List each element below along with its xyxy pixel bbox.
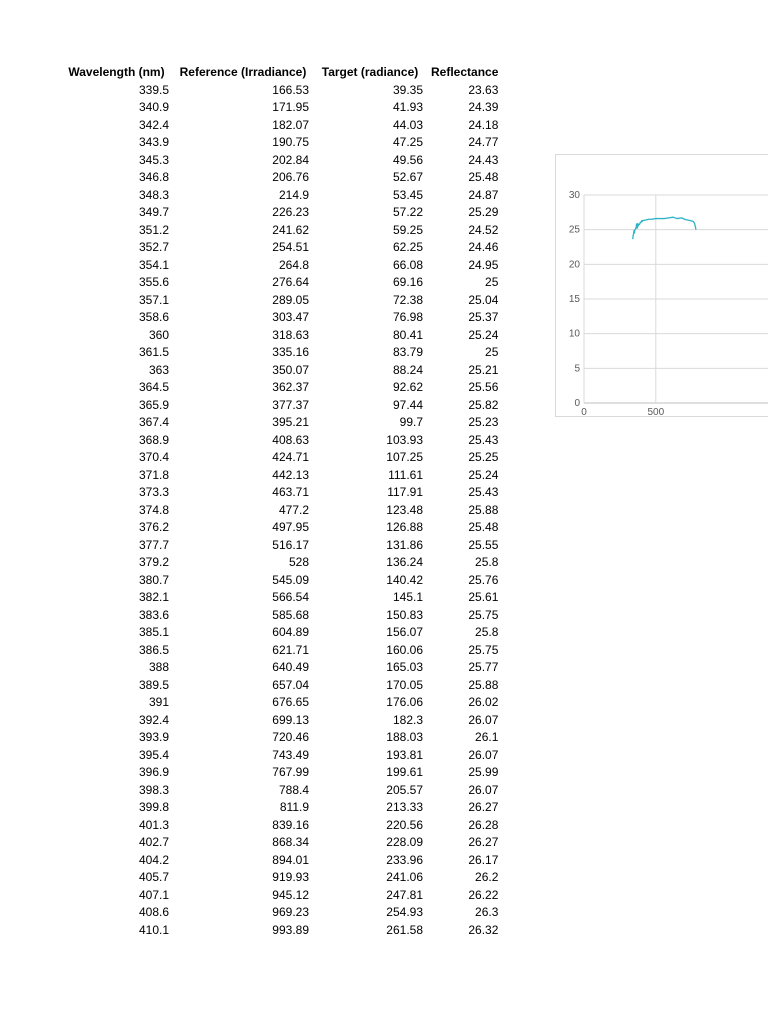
cell-target[interactable]: 53.45	[392, 187, 423, 202]
cell-wavelength[interactable]: 360	[148, 327, 169, 342]
cell-wavelength[interactable]: 399.8	[138, 800, 169, 814]
y-tick-label: 30	[568, 190, 580, 201]
x-tick-label: 0	[581, 407, 587, 418]
cell-reference[interactable]: 182.07	[272, 117, 309, 132]
table-row	[60, 519, 502, 537]
table-row	[60, 904, 502, 922]
cell-reflectance[interactable]: 25.88	[468, 502, 499, 517]
cell-target[interactable]: 150.83	[386, 607, 423, 622]
table-row	[60, 414, 502, 432]
cell-reflectance[interactable]: 26.07	[468, 712, 499, 727]
y-tick-label: 25	[568, 224, 580, 236]
cell-reference[interactable]: 640.49	[272, 660, 309, 674]
cell-reference[interactable]: 868.34	[272, 835, 309, 849]
cell-target[interactable]: 176.06	[386, 695, 423, 709]
cell-wavelength[interactable]: 367.4	[138, 415, 169, 429]
cell-wavelength[interactable]: 389.5	[138, 677, 169, 692]
cell-reference[interactable]: 264.8	[278, 257, 309, 272]
cell-wavelength[interactable]: 401.3	[138, 817, 169, 832]
y-tick-label: 20	[568, 259, 580, 271]
cell-reflectance[interactable]: 25.76	[468, 572, 499, 587]
cell-reflectance[interactable]: 26.07	[468, 782, 499, 797]
cell-target[interactable]: 241.06	[386, 870, 423, 884]
cell-reference[interactable]: 969.23	[272, 905, 309, 919]
cell-reflectance[interactable]: 25.99	[468, 765, 499, 779]
cell-reference[interactable]: 350.07	[272, 362, 309, 377]
cell-reflectance[interactable]: 25.88	[468, 677, 499, 692]
table-row	[60, 607, 502, 625]
cell-wavelength[interactable]: 368.9	[138, 432, 169, 447]
cell-wavelength[interactable]: 342.4	[138, 117, 169, 132]
cell-reflectance[interactable]: 25.24	[468, 467, 499, 482]
cell-target[interactable]: 41.93	[392, 100, 423, 114]
y-tick-label: 10	[568, 328, 580, 340]
x-tick-label: 500	[647, 407, 665, 418]
cell-reference[interactable]: 214.9	[278, 187, 309, 202]
table-row	[60, 309, 502, 327]
cell-reflectance[interactable]: 24.39	[468, 100, 499, 114]
cell-target[interactable]: 103.93	[386, 432, 423, 447]
cell-reference[interactable]: 276.64	[272, 275, 309, 289]
cell-target[interactable]: 205.57	[386, 782, 423, 797]
cell-reference[interactable]: 206.76	[272, 170, 309, 184]
cell-reference[interactable]: 226.23	[272, 205, 309, 219]
cell-wavelength[interactable]: 393.9	[138, 730, 169, 744]
cell-wavelength[interactable]: 396.9	[138, 765, 169, 779]
cell-reference[interactable]: 743.49	[272, 747, 309, 762]
cell-reflectance[interactable]: 25.77	[468, 660, 499, 674]
table-row	[60, 764, 502, 782]
table-row	[60, 467, 502, 485]
cell-wavelength[interactable]: 373.3	[138, 485, 169, 499]
cell-target[interactable]: 80.41	[392, 327, 423, 342]
cell-wavelength[interactable]: 343.9	[138, 135, 169, 149]
table-row	[60, 292, 502, 310]
cell-reflectance[interactable]: 25.8	[475, 555, 499, 569]
cell-reference[interactable]: 919.93	[272, 870, 309, 884]
cell-target[interactable]: 123.48	[386, 502, 423, 517]
cell-reflectance[interactable]: 24.46	[468, 240, 499, 254]
cell-wavelength[interactable]: 348.3	[138, 187, 169, 202]
cell-wavelength[interactable]: 346.8	[138, 170, 169, 184]
table-row	[60, 887, 502, 905]
cell-reference[interactable]: 442.13	[272, 467, 309, 482]
cell-target[interactable]: 247.81	[386, 887, 423, 902]
cell-target[interactable]: 57.22	[392, 205, 423, 219]
cell-wavelength[interactable]: 361.5	[138, 345, 169, 359]
cell-reference[interactable]: 621.71	[272, 642, 309, 657]
cell-reference[interactable]: 566.54	[272, 590, 309, 604]
cell-target[interactable]: 213.33	[386, 800, 423, 814]
table-row	[60, 362, 502, 380]
cell-reflectance[interactable]: 25.61	[468, 590, 499, 604]
cell-reference[interactable]: 377.37	[272, 397, 309, 412]
cell-reflectance[interactable]: 24.95	[468, 257, 499, 272]
cell-wavelength[interactable]: 388	[148, 660, 169, 674]
cell-reference[interactable]: 993.89	[272, 922, 309, 937]
table-row	[60, 204, 502, 222]
table-row	[60, 327, 502, 345]
cell-target[interactable]: 156.07	[386, 625, 423, 639]
cell-target[interactable]: 66.08	[392, 257, 423, 272]
cell-reference[interactable]: 408.63	[272, 432, 309, 447]
cell-target[interactable]: 52.67	[392, 170, 423, 184]
cell-wavelength[interactable]: 370.4	[138, 450, 169, 464]
table-row	[60, 502, 502, 520]
cell-reflectance[interactable]: 25.43	[468, 485, 499, 499]
cell-wavelength[interactable]: 339.5	[138, 82, 169, 97]
table-row	[60, 187, 502, 205]
cell-reference[interactable]: 528	[288, 555, 309, 569]
cell-target[interactable]: 62.25	[392, 240, 423, 254]
cell-reference[interactable]: 585.68	[272, 607, 309, 622]
table-row	[60, 922, 502, 940]
cell-wavelength[interactable]: 405.7	[138, 870, 169, 884]
cell-target[interactable]: 39.35	[392, 82, 423, 97]
table-row	[60, 659, 502, 677]
table-row	[60, 729, 502, 747]
cell-reflectance[interactable]: 26.1	[475, 730, 499, 744]
cell-reflectance[interactable]: 23.63	[468, 82, 499, 97]
cell-target[interactable]: 44.03	[392, 117, 423, 132]
table-row	[60, 432, 502, 450]
cell-reference[interactable]: 171.95	[272, 100, 309, 114]
cell-target[interactable]: 145.1	[392, 590, 423, 604]
cell-reflectance[interactable]: 25.25	[468, 450, 499, 464]
table-row	[60, 274, 502, 292]
cell-target[interactable]: 92.62	[392, 380, 423, 394]
cell-target[interactable]: 165.03	[386, 660, 423, 674]
cell-reference[interactable]: 657.04	[272, 677, 309, 692]
table-row	[60, 852, 502, 870]
table-row	[60, 624, 502, 642]
cell-reflectance[interactable]: 26.02	[468, 695, 499, 709]
cell-reference[interactable]: 166.53	[272, 82, 309, 97]
cell-wavelength[interactable]: 363	[148, 362, 169, 377]
table-row	[60, 239, 502, 257]
cell-wavelength[interactable]: 407.1	[138, 887, 169, 902]
table-row	[60, 712, 502, 730]
header-reflectance[interactable]: Reflectance	[431, 65, 499, 79]
cell-target[interactable]: 188.03	[386, 730, 423, 744]
cell-wavelength[interactable]: 408.6	[138, 905, 169, 919]
cell-wavelength[interactable]: 404.2	[138, 852, 169, 867]
cell-wavelength[interactable]: 376.2	[138, 520, 169, 534]
cell-reflectance[interactable]: 25.21	[468, 362, 499, 377]
cell-reflectance[interactable]: 25.37	[468, 310, 499, 324]
table-row	[60, 484, 502, 502]
cell-target[interactable]: 131.86	[386, 537, 423, 552]
cell-reference[interactable]: 604.89	[272, 625, 309, 639]
table-row	[60, 99, 502, 117]
cell-wavelength[interactable]: 358.6	[138, 310, 169, 324]
cell-target[interactable]: 126.88	[386, 520, 423, 534]
table-row	[60, 799, 502, 817]
cell-target[interactable]: 59.25	[392, 222, 423, 237]
cell-target[interactable]: 111.61	[388, 467, 423, 482]
cell-reference[interactable]: 254.51	[272, 240, 309, 254]
header-target[interactable]: Target (radiance)	[321, 65, 419, 79]
table-row	[60, 257, 502, 275]
cell-target[interactable]: 72.38	[392, 292, 423, 307]
cell-wavelength[interactable]: 351.2	[138, 222, 169, 237]
cell-target[interactable]: 97.44	[392, 397, 423, 412]
cell-wavelength[interactable]: 352.7	[138, 240, 169, 254]
cell-wavelength[interactable]: 371.8	[138, 467, 169, 482]
data-table	[60, 64, 502, 939]
table-row	[60, 572, 502, 590]
cell-reflectance[interactable]: 24.77	[468, 135, 499, 149]
table-row	[60, 397, 502, 415]
cell-target[interactable]: 99.7	[399, 415, 423, 429]
cell-reflectance[interactable]: 25	[485, 275, 499, 289]
cell-reference[interactable]: 190.75	[272, 135, 309, 149]
cell-reference[interactable]: 318.63	[272, 327, 309, 342]
cell-reference[interactable]: 335.16	[272, 345, 309, 359]
cell-wavelength[interactable]: 383.6	[138, 607, 169, 622]
table-header-row	[60, 64, 502, 82]
cell-target[interactable]: 69.16	[392, 275, 423, 289]
cell-wavelength[interactable]: 386.5	[138, 642, 169, 657]
cell-wavelength[interactable]: 379.2	[138, 555, 169, 569]
table-row	[60, 222, 502, 240]
cell-reflectance[interactable]: 25.29	[468, 205, 499, 219]
cell-reflectance[interactable]: 24.43	[468, 152, 499, 167]
cell-wavelength[interactable]: 374.8	[138, 502, 169, 517]
cell-reference[interactable]: 395.21	[272, 415, 309, 429]
cell-target[interactable]: 261.58	[386, 922, 423, 937]
cell-wavelength[interactable]: 354.1	[138, 257, 169, 272]
table-row	[60, 344, 502, 362]
cell-wavelength[interactable]: 382.1	[138, 590, 169, 604]
cell-reference[interactable]: 720.46	[272, 730, 309, 744]
cell-reflectance[interactable]: 26.27	[468, 835, 499, 849]
table-row	[60, 782, 502, 800]
cell-reference[interactable]: 497.95	[272, 520, 309, 534]
cell-target[interactable]: 76.98	[392, 310, 423, 324]
table-row	[60, 817, 502, 835]
cell-reflectance[interactable]: 25.43	[468, 432, 499, 447]
cell-target[interactable]: 193.81	[386, 747, 423, 762]
cell-target[interactable]: 182.3	[392, 712, 423, 727]
reflectance-chart[interactable]	[555, 154, 768, 417]
cell-reflectance[interactable]: 25.56	[468, 380, 499, 394]
cell-reflectance[interactable]: 24.18	[468, 117, 499, 132]
table-row	[60, 677, 502, 695]
cell-wavelength[interactable]: 357.1	[138, 292, 169, 307]
cell-reflectance[interactable]: 24.87	[468, 187, 499, 202]
table-row	[60, 747, 502, 765]
cell-target[interactable]: 83.79	[392, 345, 423, 359]
cell-reflectance[interactable]: 25.23	[468, 415, 499, 429]
cell-reference[interactable]: 241.62	[272, 222, 309, 237]
table-body	[60, 82, 502, 940]
cell-reflectance[interactable]: 26.3	[475, 905, 499, 919]
cell-reference[interactable]: 699.13	[272, 712, 309, 727]
cell-reference[interactable]: 811.9	[279, 800, 309, 814]
cell-reference[interactable]: 516.17	[272, 537, 309, 552]
table-row	[60, 82, 502, 100]
cell-wavelength[interactable]: 402.7	[138, 835, 169, 849]
cell-target[interactable]: 170.05	[386, 677, 423, 692]
table-row	[60, 869, 502, 887]
cell-wavelength[interactable]: 345.3	[138, 152, 169, 167]
header-wavelength[interactable]: Wavelength (nm)	[68, 65, 165, 79]
cell-reflectance[interactable]: 25.04	[468, 292, 499, 307]
y-tick-label: 0	[574, 398, 580, 409]
header-reference[interactable]: Reference (Irradiance)	[179, 65, 307, 79]
cell-target[interactable]: 233.96	[386, 852, 423, 867]
cell-target[interactable]: 220.56	[386, 817, 423, 832]
table-row	[60, 449, 502, 467]
cell-reflectance[interactable]: 26.07	[468, 747, 499, 762]
cell-reflectance[interactable]: 26.32	[468, 922, 499, 937]
cell-wavelength[interactable]: 340.9	[138, 100, 169, 114]
cell-reference[interactable]: 767.99	[272, 765, 309, 779]
cell-reflectance[interactable]: 25.75	[468, 642, 499, 657]
cell-wavelength[interactable]: 380.7	[138, 572, 169, 587]
cell-wavelength[interactable]: 349.7	[138, 205, 169, 219]
table-row	[60, 554, 502, 572]
table-row	[60, 379, 502, 397]
cell-wavelength[interactable]: 392.4	[138, 712, 169, 727]
table-row	[60, 152, 502, 170]
cell-reference[interactable]: 463.71	[272, 485, 309, 499]
cell-reflectance[interactable]: 25.75	[468, 607, 499, 622]
table-row	[60, 642, 502, 660]
cell-target[interactable]: 160.06	[386, 642, 423, 657]
cell-reference[interactable]: 362.37	[272, 380, 309, 394]
cell-wavelength[interactable]: 398.3	[138, 782, 169, 797]
table-row	[60, 694, 502, 712]
cell-reflectance[interactable]: 25.8	[475, 625, 499, 639]
cell-reference[interactable]: 945.12	[272, 887, 309, 902]
cell-reference[interactable]: 894.01	[272, 852, 309, 867]
table-row	[60, 117, 502, 135]
cell-reference[interactable]: 289.05	[272, 292, 309, 307]
cell-reference[interactable]: 788.4	[278, 782, 309, 797]
cell-reflectance[interactable]: 26.2	[475, 870, 499, 884]
cell-reflectance[interactable]: 26.22	[468, 887, 499, 902]
cell-target[interactable]: 107.25	[386, 450, 423, 464]
cell-reflectance[interactable]: 25.55	[468, 537, 499, 552]
table-row	[60, 589, 502, 607]
cell-reflectance[interactable]: 26.28	[468, 817, 499, 832]
y-tick-label: 5	[574, 363, 580, 375]
cell-reference[interactable]: 303.47	[272, 310, 309, 324]
cell-target[interactable]: 88.24	[392, 362, 423, 377]
cell-reference[interactable]: 477.2	[278, 502, 309, 517]
cell-reflectance[interactable]: 26.27	[468, 800, 499, 814]
cell-reflectance[interactable]: 25.48	[468, 520, 499, 534]
series-line[interactable]	[633, 217, 696, 239]
cell-reference[interactable]: 424.71	[272, 450, 309, 464]
table-row	[60, 134, 502, 152]
cell-reflectance[interactable]: 25.24	[468, 327, 499, 342]
y-tick-label: 15	[568, 294, 580, 305]
chart-svg	[556, 155, 768, 417]
cell-wavelength[interactable]: 385.1	[138, 625, 169, 639]
cell-reflectance[interactable]: 25.82	[468, 397, 499, 412]
cell-target[interactable]: 117.91	[387, 485, 423, 499]
cell-target[interactable]: 140.42	[386, 572, 423, 587]
cell-target[interactable]: 228.09	[386, 835, 423, 849]
cell-reflectance[interactable]: 24.52	[468, 222, 499, 237]
cell-target[interactable]: 254.93	[386, 905, 423, 919]
cell-wavelength[interactable]: 355.6	[138, 275, 169, 289]
cell-wavelength[interactable]: 410.1	[138, 922, 169, 937]
cell-target[interactable]: 49.56	[392, 152, 423, 167]
cell-target[interactable]: 47.25	[392, 135, 423, 149]
cell-target[interactable]: 199.61	[386, 765, 423, 779]
cell-wavelength[interactable]: 365.9	[138, 397, 169, 412]
cell-wavelength[interactable]: 395.4	[138, 747, 169, 762]
cell-wavelength[interactable]: 364.5	[138, 380, 169, 394]
cell-reference[interactable]: 839.16	[272, 817, 309, 832]
cell-wavelength[interactable]: 391	[148, 695, 169, 709]
table-row	[60, 537, 502, 555]
cell-wavelength[interactable]: 377.7	[138, 537, 169, 552]
cell-target[interactable]: 136.24	[386, 555, 423, 569]
cell-reflectance[interactable]: 25	[485, 345, 499, 359]
cell-reference[interactable]: 545.09	[272, 572, 309, 587]
table-row	[60, 834, 502, 852]
table-row	[60, 169, 502, 187]
cell-reflectance[interactable]: 25.48	[468, 170, 499, 184]
cell-reference[interactable]: 676.65	[272, 695, 309, 709]
cell-reference[interactable]: 202.84	[272, 152, 309, 167]
cell-reflectance[interactable]: 26.17	[468, 852, 499, 867]
